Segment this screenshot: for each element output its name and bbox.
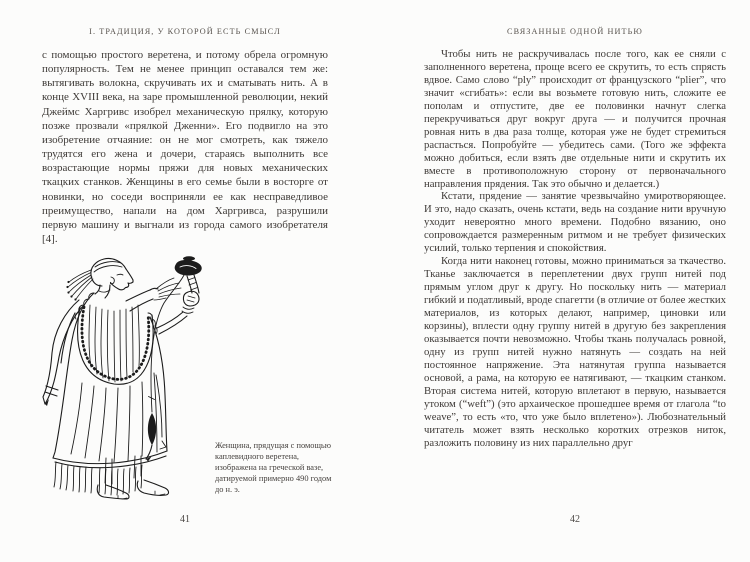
woman-spinning-illustration — [38, 255, 214, 505]
page-number-right: 42 — [570, 514, 580, 525]
left-page-body-text: с помощью простого веретена, и потому обрела огромную популярность. Тем не менее принцип оставался тем же: вытягивать волокна, скручивать их и сматывать нить. А в конце XVIII века, на заре промышленной революции, некий Джеймс Харгривс изобрел механическую прялку, которую позже прозвали «прялкой Дженни». Его подвигло на это изобретение отчаяние: он не мог смотреть, как тяжело трудятся его жена и дочери, стараясь выполнить все возрастающие нормы пряжи для новых механических ткацких станков. Женщины в его семье были в восторге от новинки, но соседи восприняли ее как несправедливое преимущество, напали на дом Харгривса, разрушили первую машину и выгнали из города самого изобретателя [4]. — [42, 49, 328, 246]
figure-caption: Женщина, прядущая с помощью каплевидного веретена, изображена на греческой вазе, датируемой примерно 490 годом до н. э. — [215, 441, 332, 494]
paragraph: Чтобы нить не раскручивалась после того, как ее сняли с заполненного веретена, проще всего ее скрутить, то есть спрясть вдвое. Само слово “ply” происходит от французского “plier”, что значит «сгибать»: если вы возьмете готовую нить, сложите ее пополам и отпустите, две ее половинки начнут слегка перекручиваться друг вокруг друга — и получится прочная ровная нить в два раза толще, которая уже не будет стремиться распасться. Попробуйте — убедитесь сами. (Того же эффекта можно добиться, если взять две отдельные нити и скрутить их вместе в противоположную сторону от первоначального направления прядения. Так это обычно и делается.) — [424, 48, 726, 190]
paragraph: Кстати, прядение — занятие чрезвычайно умиротворяющее. И это, надо сказать, очень кстати, ведь на создание нити вручную уходит невероятно много времени. Подобно вязанию, оно сопровождается размеренным ритмом и не требует физических усилий, только терпения и спокойствия. — [424, 190, 726, 255]
right-page — [375, 0, 750, 562]
right-page-body-text — [424, 48, 726, 450]
page-number-left: 41 — [180, 514, 190, 525]
running-head-book-title: СВЯЗАННЫЕ ОДНОЙ НИТЬЮ — [507, 27, 643, 36]
paragraph: Когда нити наконец готовы, можно приниматься за ткачество. Тканье заключается в переплетении двух групп нитей под прямым углом друг к другу. Но поскольку нить — материал гибкий и податливый, вроде спагетти (в отличие от более жестких материалов, из которых делают, например, циновки или корзины), вплести одну группу нитей в другую без закрепления оказывается почти невозможно. Чтобы ткань получалась ровной, одну из групп нитей нужно натянуть — создать на ней постоянное напряжение. Эта натянутая группа называется основой, а рама, на которую ее натягивают, — ткацким станком. Вторая система нитей, которую вплетают в первую, называется утоком (“weft”) (это архаическое прошедшее время от глагола “to weave”, то есть «то, что уже было вплетено»). Любознательный читатель может взять несколько коротких отрезков ниток, разложить половину из них параллельно друг — [424, 255, 726, 449]
running-head-chapter: I. ТРАДИЦИЯ, У КОТОРОЙ ЕСТЬ СМЫСЛ — [89, 27, 281, 36]
